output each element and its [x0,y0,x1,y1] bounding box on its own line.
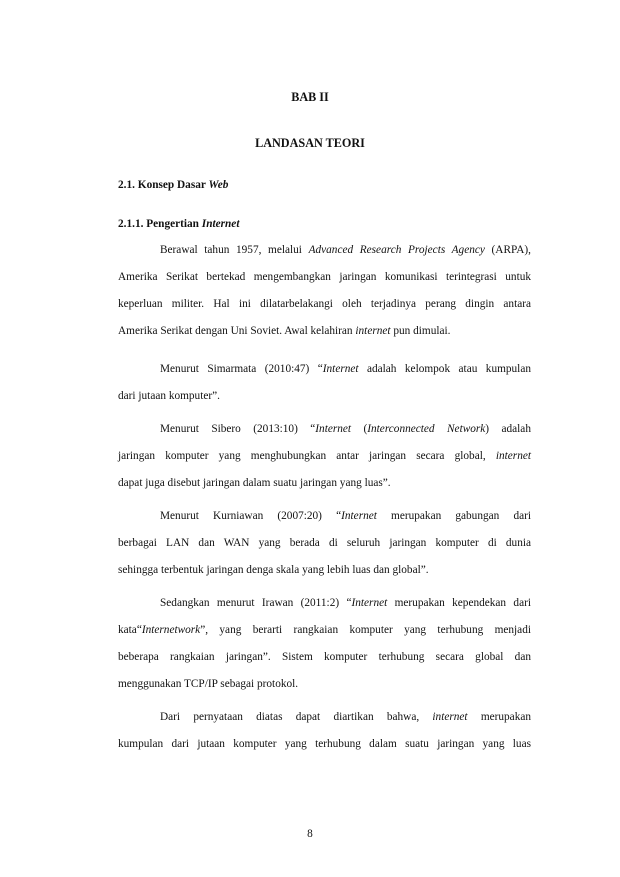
paragraph-line: kata“Internetwork”, yang berarti rangkaian komputer yang terhubung menjadi [118,624,531,636]
chapter-title: LANDASAN TEORI [255,136,365,150]
page-number: 8 [307,828,313,840]
paragraph-line: Berawal tahun 1957, melalui Advanced Research Projects Agency (ARPA), [160,244,531,256]
paragraph-line: berbagai LAN dan WAN yang berada di seluruh jaringan komputer di dunia [118,537,531,549]
paragraph-line: beberapa rangkaian jaringan”. Sistem komputer terhubung secara global dan [118,651,531,663]
chapter-label: BAB II [291,90,329,104]
paragraph-line: dari jutaan komputer”. [118,390,220,402]
paragraph-line: jaringan komputer yang menghubungkan antar jaringan secara global, internet [118,450,531,462]
paragraph-line: menggunakan TCP/IP sebagai protokol. [118,678,299,690]
paragraph-line: Sedangkan menurut Irawan (2011:2) “Internet merupakan kependekan dari [160,597,531,609]
paragraph-line: sehingga terbentuk jaringan denga skala yang lebih luas dan global”. [118,564,429,576]
paragraph-line: Amerika Serikat bertekad mengembangkan jaringan komunikasi terintegrasi untuk [118,271,531,283]
section-heading: 2.1. Konsep Dasar Web [118,179,229,191]
paragraph-line: Menurut Sibero (2013:10) “Internet (Interconnected Network) adalah [160,423,531,435]
paragraph-line: Amerika Serikat dengan Uni Soviet. Awal kelahiran internet pun dimulai. [118,325,451,337]
paragraph-line: dapat juga disebut jaringan dalam suatu jaringan yang luas”. [118,477,391,489]
paragraph-line: Dari pernyataan diatas dapat diartikan bahwa, internet merupakan [160,711,532,723]
paragraph-line: kumpulan dari jutaan komputer yang terhubung dalam suatu jaringan yang luas [118,738,531,750]
paragraph-line: Menurut Simarmata (2010:47) “Internet adalah kelompok atau kumpulan [160,363,531,375]
paragraph-line: keperluan militer. Hal ini dilatarbelakangi oleh terjadinya perang dingin antara [118,298,531,310]
paragraph-line: Menurut Kurniawan (2007:20) “Internet merupakan gabungan dari [160,510,532,522]
subsection-heading: 2.1.1. Pengertian Internet [118,218,240,230]
